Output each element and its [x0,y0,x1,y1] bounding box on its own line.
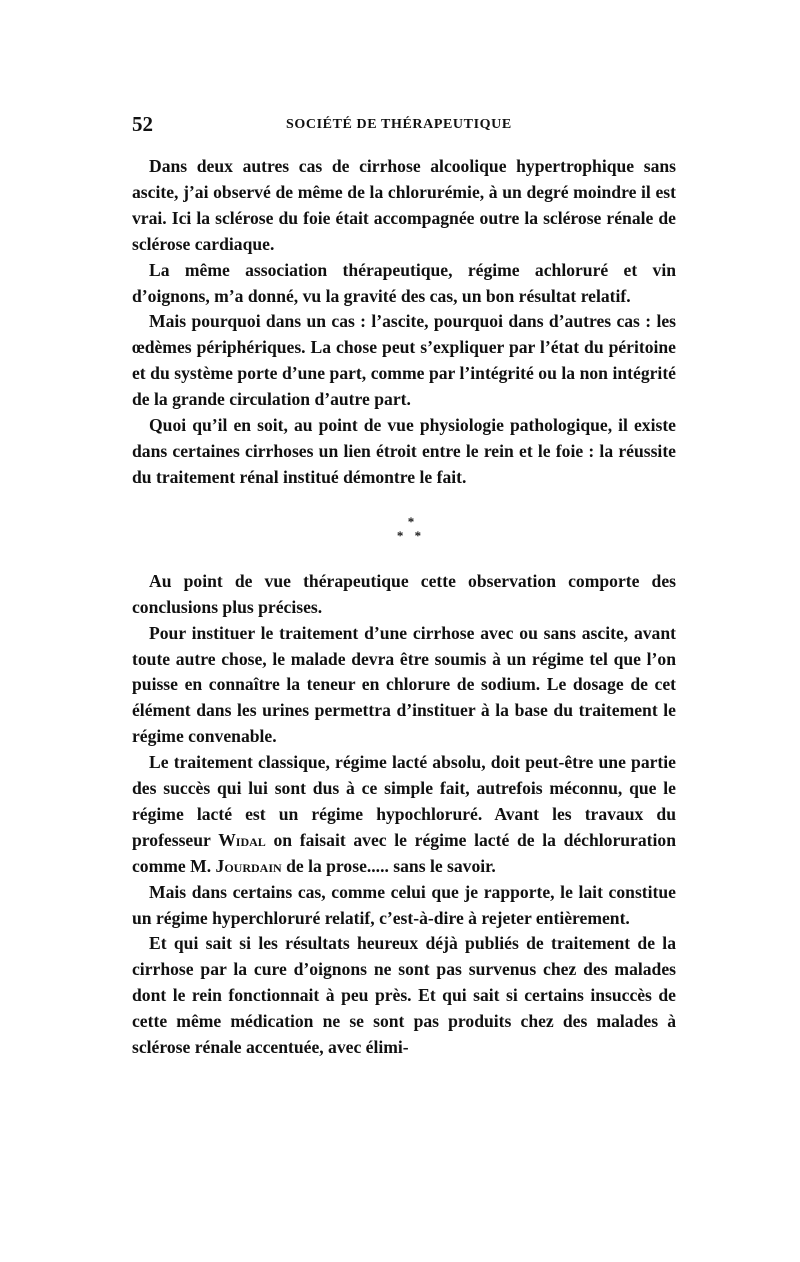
text-run: on faisait avec le régime lacté de la déchloruration comme M. [132,829,676,876]
paragraph-widal [132,750,676,880]
asterism-top: * [407,513,415,529]
paragraph: Au point de vue thérapeutique cette observation comporte des conclusions plus précises. [132,570,676,617]
paragraph: Mais pourquoi dans un cas : l’ascite, pourquoi dans d’autres cas : les œdèmes périphériques. La chose peut s’expliquer par l’état du péritoine et du système porte d’une part, comme par l’intégrité ou la non intégrité de la grande circulation d’autre part. [132,311,676,410]
book-page [132,112,676,1061]
text-run: de la prose..... sans le savoir. [281,855,496,876]
page-number: 52 [132,112,153,136]
author-name-widal: Widal [218,829,266,850]
running-head [132,112,676,140]
asterism-bottom: * * [396,527,426,543]
text-run: Le traitement classique, régime lacté absolu, doit peut-être une partie des succès qui lui sont dus à ce simple fait, autrefois méconnu, que le régime lacté est un régime hypochloruré. Avant les travaux du professeur [132,752,676,850]
paragraph: Pour instituer le traitement d’une cirrhose avec ou sans ascite, avant toute autre chose, le malade devra être soumis à un régime tel que l’on puisse en connaître la teneur en chlorure de sodium. Le dosage de cet élément dans les urines permettra d’instituer à la base du traitement le régime convenable. [132,622,676,747]
section-break-asterism [132,515,676,559]
body-text [132,154,676,1061]
paragraph: Mais dans certains cas, comme celui que je rapporte, le lait constitue un régime hyperchloruré relatif, c’est-à-dire à rejeter entièrement. [132,881,676,928]
paragraph: Quoi qu’il en soit, au point de vue physiologie pathologique, il existe dans certaines cirrhoses un lien étroit entre le rein et le foie : la réussite du traitement rénal institué démontre le fait. [132,415,676,487]
running-title: SOCIÉTÉ DE THÉRAPEUTIQUE [286,117,512,132]
paragraph: Et qui sait si les résultats heureux déjà publiés de traitement de la cirrhose par la cure d’oignons ne sont pas survenus chez des malades dont le rein fonctionnait à peu près. Et qui sait si certains insuccès de cette même médication ne se sont pas produits chez des malades à sclérose rénale accentuée, avec élimi- [132,933,676,1058]
paragraph: Dans deux autres cas de cirrhose alcoolique hypertrophique sans ascite, j’ai observé de même de la chlorurémie, à un degré moindre il est vrai. Ici la sclérose du foie était accompagnée outre la sclérose rénale de sclérose cardiaque. [132,156,676,254]
paragraph: La même association thérapeutique, régime achloruré et vin d’oignons, m’a donné, vu la gravité des cas, un bon résultat relatif. [132,259,676,306]
author-name-jourdain: Jourdain [215,855,282,876]
